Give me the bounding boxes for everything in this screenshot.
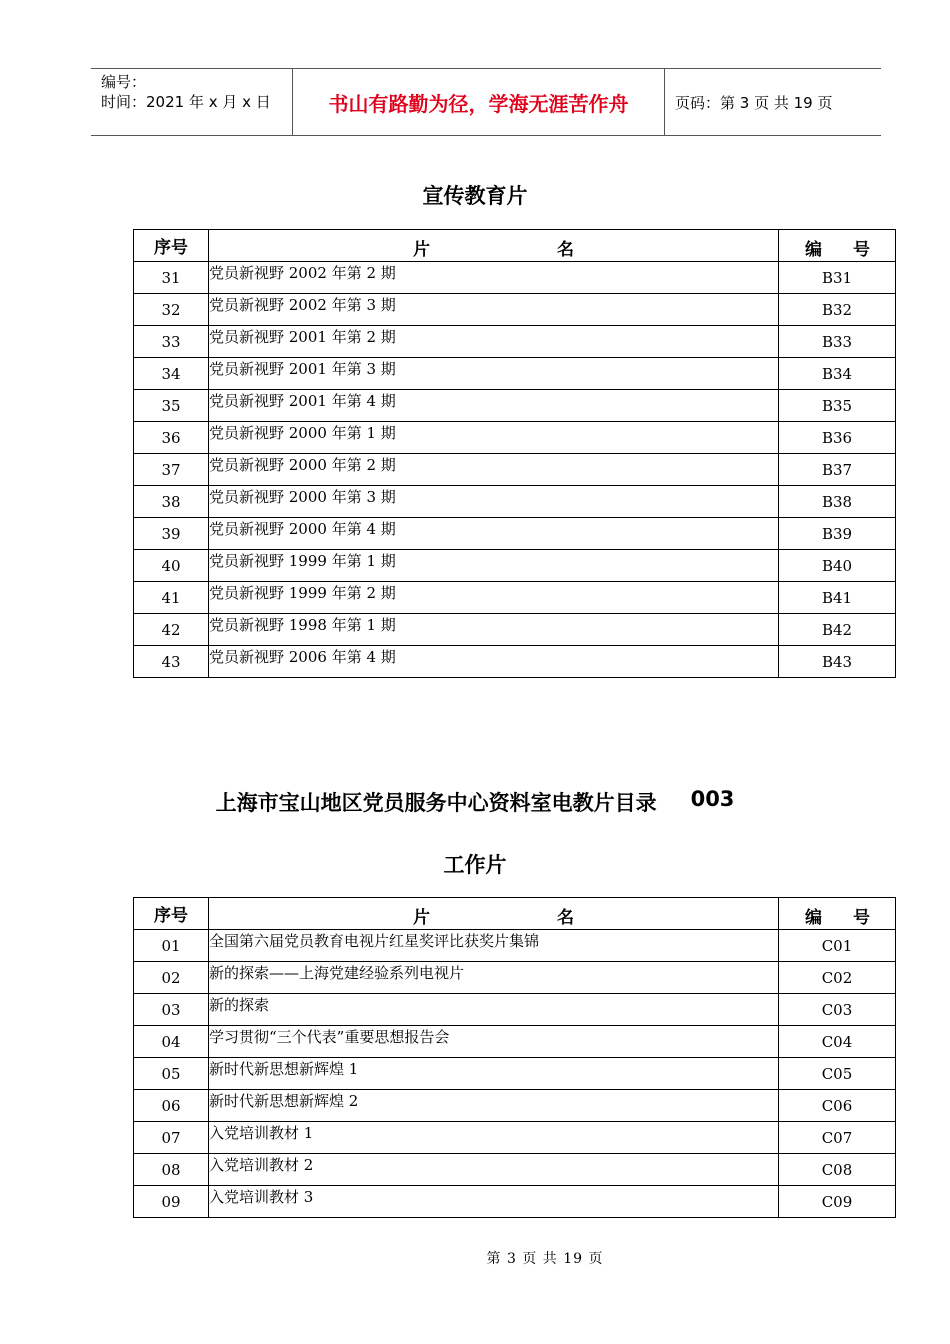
row-seq: 37: [134, 454, 209, 486]
row-name: 党员新视野 1998 年第 1 期: [209, 614, 779, 646]
row-code: B33: [779, 326, 896, 358]
row-seq: 32: [134, 294, 209, 326]
section1-title: 宣传教育片: [422, 184, 528, 208]
row-seq: 38: [134, 486, 209, 518]
row-name: 党员新视野 2000 年第 3 期: [209, 486, 779, 518]
row-name: 党员新视野 2002 年第 3 期: [209, 294, 779, 326]
table-row: [134, 518, 896, 550]
row-name: 党员新视野 2001 年第 4 期: [209, 390, 779, 422]
column-header-code-part2: 号: [853, 240, 870, 260]
row-code: C07: [779, 1122, 896, 1154]
column-header-code-part2: 号: [853, 908, 870, 928]
row-code: C06: [779, 1090, 896, 1122]
row-code: B43: [779, 646, 896, 678]
header-page-info: 页码：第 3 页 共 19 页: [675, 93, 833, 112]
row-code: B42: [779, 614, 896, 646]
table-row: [134, 358, 896, 390]
table-row: [134, 962, 896, 994]
row-code: C02: [779, 962, 896, 994]
table-row: [134, 1186, 896, 1218]
row-code: C01: [779, 930, 896, 962]
row-name: 党员新视野 2001 年第 3 期: [209, 358, 779, 390]
row-seq: 08: [134, 1154, 209, 1186]
column-header-code: [779, 230, 896, 262]
table-row: [134, 930, 896, 962]
header-meta: [91, 69, 293, 135]
row-name: 党员新视野 2000 年第 1 期: [209, 422, 779, 454]
row-seq: 33: [134, 326, 209, 358]
row-code: B31: [779, 262, 896, 294]
row-seq: 35: [134, 390, 209, 422]
row-name: 新时代新思想新辉煌 2: [209, 1090, 779, 1122]
table-row: [134, 1154, 896, 1186]
table-row: [134, 486, 896, 518]
row-code: B37: [779, 454, 896, 486]
column-header-name-part1: 片: [413, 240, 430, 260]
row-code: B41: [779, 582, 896, 614]
row-code: C03: [779, 994, 896, 1026]
row-seq: 01: [134, 930, 209, 962]
table-row: [134, 326, 896, 358]
row-name: 新时代新思想新辉煌 1: [209, 1058, 779, 1090]
header-motto: 书山有路勤为径，学海无涯苦作舟: [293, 69, 665, 135]
catalog-title: [0, 787, 950, 817]
catalog-table-work: [133, 897, 896, 1218]
row-seq: 07: [134, 1122, 209, 1154]
column-header-seq: 序号: [134, 230, 209, 262]
row-name: 入党培训教材 3: [209, 1186, 779, 1218]
table-row: [134, 1026, 896, 1058]
row-code: B38: [779, 486, 896, 518]
catalog-title-text: 上海市宝山地区党员服务中心资料室电教片目录: [215, 791, 657, 815]
column-header-name-part2: 名: [557, 908, 574, 928]
column-header-name: [209, 898, 779, 930]
table-row: [134, 1122, 896, 1154]
table-row: [134, 294, 896, 326]
table-row: [134, 454, 896, 486]
table-row: [134, 262, 896, 294]
row-seq: 09: [134, 1186, 209, 1218]
row-code: C04: [779, 1026, 896, 1058]
row-code: B32: [779, 294, 896, 326]
row-name: 新的探索——上海党建经验系列电视片: [209, 962, 779, 994]
section2-title: 工作片: [443, 853, 507, 877]
table-row: [134, 646, 896, 678]
table-row: [134, 390, 896, 422]
catalog-number: 003: [690, 787, 735, 811]
catalog-table-promo: [133, 229, 896, 678]
row-name: 党员新视野 2002 年第 2 期: [209, 262, 779, 294]
table-row: [134, 1090, 896, 1122]
page-footer: 第 3 页 共 19 页: [486, 1251, 604, 1267]
row-seq: 04: [134, 1026, 209, 1058]
row-name: 全国第六届党员教育电视片红星奖评比获奖片集锦: [209, 930, 779, 962]
row-seq: 31: [134, 262, 209, 294]
row-code: B40: [779, 550, 896, 582]
table-row: [134, 422, 896, 454]
document-time: 时间：2021 年 x 月 x 日: [101, 93, 271, 111]
row-code: B34: [779, 358, 896, 390]
row-name: 党员新视野 2006 年第 4 期: [209, 646, 779, 678]
row-name: 党员新视野 1999 年第 2 期: [209, 582, 779, 614]
row-name: 党员新视野 2000 年第 2 期: [209, 454, 779, 486]
row-seq: 43: [134, 646, 209, 678]
column-header-code-part1: 编: [805, 240, 822, 260]
table-header-row: [134, 230, 896, 262]
row-code: B35: [779, 390, 896, 422]
row-code: C08: [779, 1154, 896, 1186]
row-code: C09: [779, 1186, 896, 1218]
column-header-seq: 序号: [134, 898, 209, 930]
table-row: [134, 582, 896, 614]
table-header-row: [134, 898, 896, 930]
row-name: 党员新视野 2000 年第 4 期: [209, 518, 779, 550]
column-header-code-part1: 编: [805, 908, 822, 928]
row-name: 党员新视野 1999 年第 1 期: [209, 550, 779, 582]
row-name: 入党培训教材 1: [209, 1122, 779, 1154]
row-seq: 39: [134, 518, 209, 550]
document-number: 编号：: [101, 73, 147, 91]
row-seq: 34: [134, 358, 209, 390]
row-name: 学习贯彻“三个代表”重要思想报告会: [209, 1026, 779, 1058]
row-code: C05: [779, 1058, 896, 1090]
page-header: [91, 68, 881, 136]
column-header-code: [779, 898, 896, 930]
row-seq: 36: [134, 422, 209, 454]
column-header-name-part1: 片: [413, 908, 430, 928]
row-code: B36: [779, 422, 896, 454]
row-seq: 06: [134, 1090, 209, 1122]
row-code: B39: [779, 518, 896, 550]
row-name: 党员新视野 2001 年第 2 期: [209, 326, 779, 358]
row-seq: 03: [134, 994, 209, 1026]
row-seq: 02: [134, 962, 209, 994]
row-seq: 40: [134, 550, 209, 582]
table-row: [134, 550, 896, 582]
column-header-name-part2: 名: [557, 240, 574, 260]
row-seq: 05: [134, 1058, 209, 1090]
row-seq: 42: [134, 614, 209, 646]
table-row: [134, 994, 896, 1026]
row-seq: 41: [134, 582, 209, 614]
row-name: 入党培训教材 2: [209, 1154, 779, 1186]
table-row: [134, 1058, 896, 1090]
table-row: [134, 614, 896, 646]
row-name: 新的探索: [209, 994, 779, 1026]
column-header-name: [209, 230, 779, 262]
